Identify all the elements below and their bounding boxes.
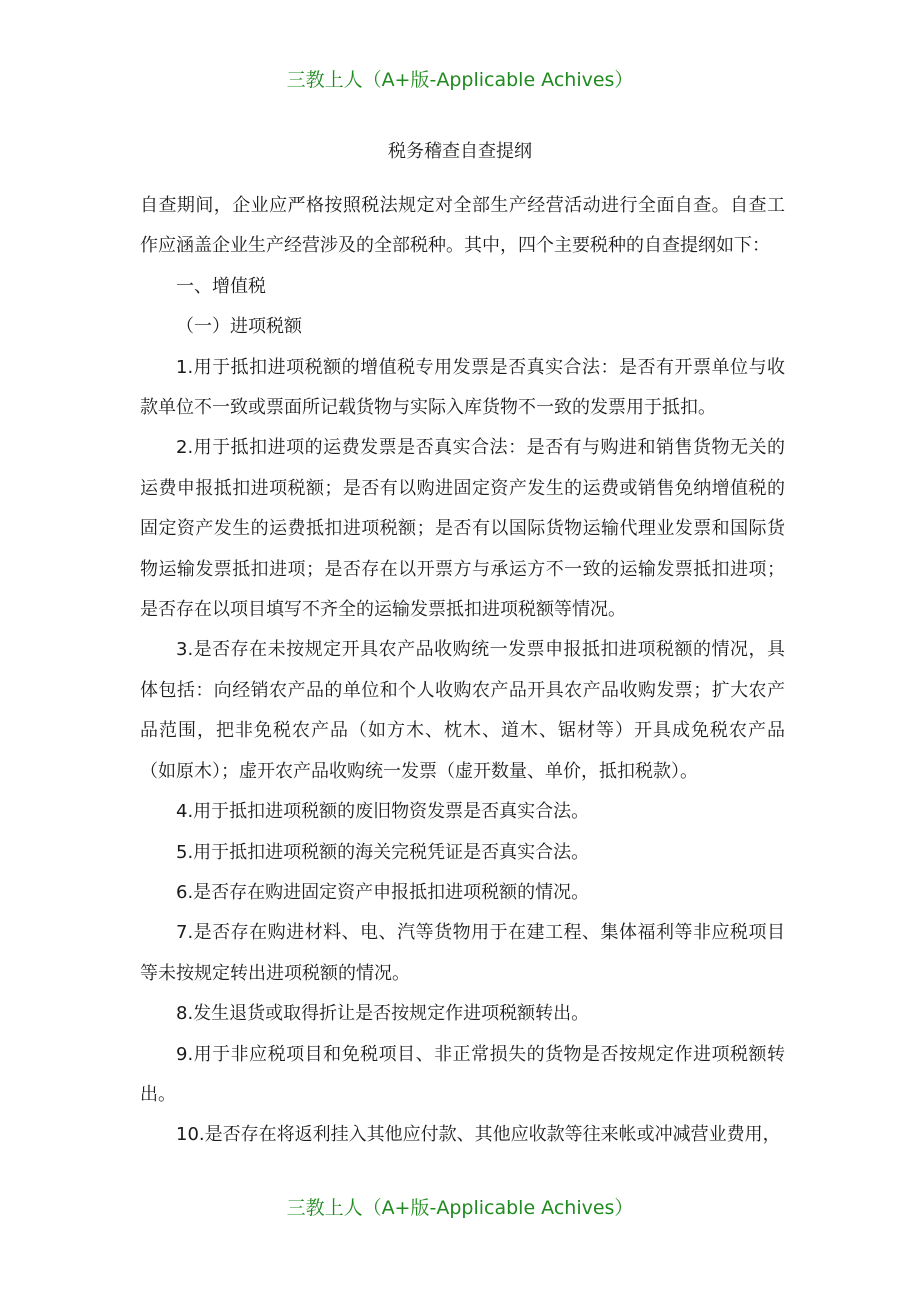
list-item-9: 9.用于非应税项目和免税项目、非正常损失的货物是否按规定作进项税额转出。 xyxy=(140,1043,785,1105)
list-item-6: 6.是否存在购进固定资产申报抵扣进项税额的情况。 xyxy=(176,881,590,903)
list-item-2: 2.用于抵扣进项的运费发票是否真实合法：是否有与购进和销售货物无关的运费申报抵扣进项税额；是否有以购进固定资产发生的运费或销售免纳增值税的固定资产发生的运费抵扣进项税额；是否有以国际货物运输代理业发票和国际货物运输发票抵扣进项；是否存在以开票方与承运方不一致的运输发票抵扣进项；是否存在以项目填写不齐全的运输发票抵扣进项税额等情况。 xyxy=(140,437,785,621)
list-item-7: 7.是否存在购进材料、电、汽等货物用于在建工程、集体福利等非应税项目等未按规定转出进项税额的情况。 xyxy=(140,922,785,984)
list-item-4: 4.用于抵扣进项税额的废旧物资发票是否真实合法。 xyxy=(176,801,590,823)
list-item-10: 10.是否存在将返利挂入其他应付款、其他应收款等往来帐或冲减营业费用， xyxy=(176,1124,781,1146)
list-item-1: 1.用于抵扣进项税额的增值税专用发票是否真实合法：是否有开票单位与收款单位不一致或票面所记载货物与实际入库货物不一致的发票用于抵扣。 xyxy=(140,356,785,419)
document-title: 税务稽查自查提纲 xyxy=(388,141,532,162)
intro-paragraph: 自查期间，企业应严格按照税法规定对全部生产经营活动进行全面自查。自查工作应涵盖企业生产经营涉及的全部税种。其中，四个主要税种的自查提纲如下： xyxy=(140,195,785,257)
subsection-heading-input-tax: （一）进项税额 xyxy=(176,316,302,338)
page-footer: 三教上人（A+版-Applicable Achives） xyxy=(286,1197,634,1219)
list-item-8: 8.发生退货或取得折让是否按规定作进项税额转出。 xyxy=(176,1003,590,1025)
list-item-5: 5.用于抵扣进项税额的海关完税凭证是否真实合法。 xyxy=(176,841,590,863)
list-item-3: 3.是否存在未按规定开具农产品收购统一发票申报抵扣进项税额的情况，具体包括：向经销农产品的单位和个人收购农产品开具农产品收购发票；扩大农产品范围，把非免税农产品（如方木、枕木、道木、锯材等）开具成免税农产品（如原木）；虚开农产品收购统一发票（虚开数量、单价，抵扣税款）。 xyxy=(140,639,785,782)
section-heading-vat: 一、增值税 xyxy=(176,275,266,297)
document-body xyxy=(140,186,785,1156)
page-header: 三教上人（A+版-Applicable Achives） xyxy=(286,69,634,91)
